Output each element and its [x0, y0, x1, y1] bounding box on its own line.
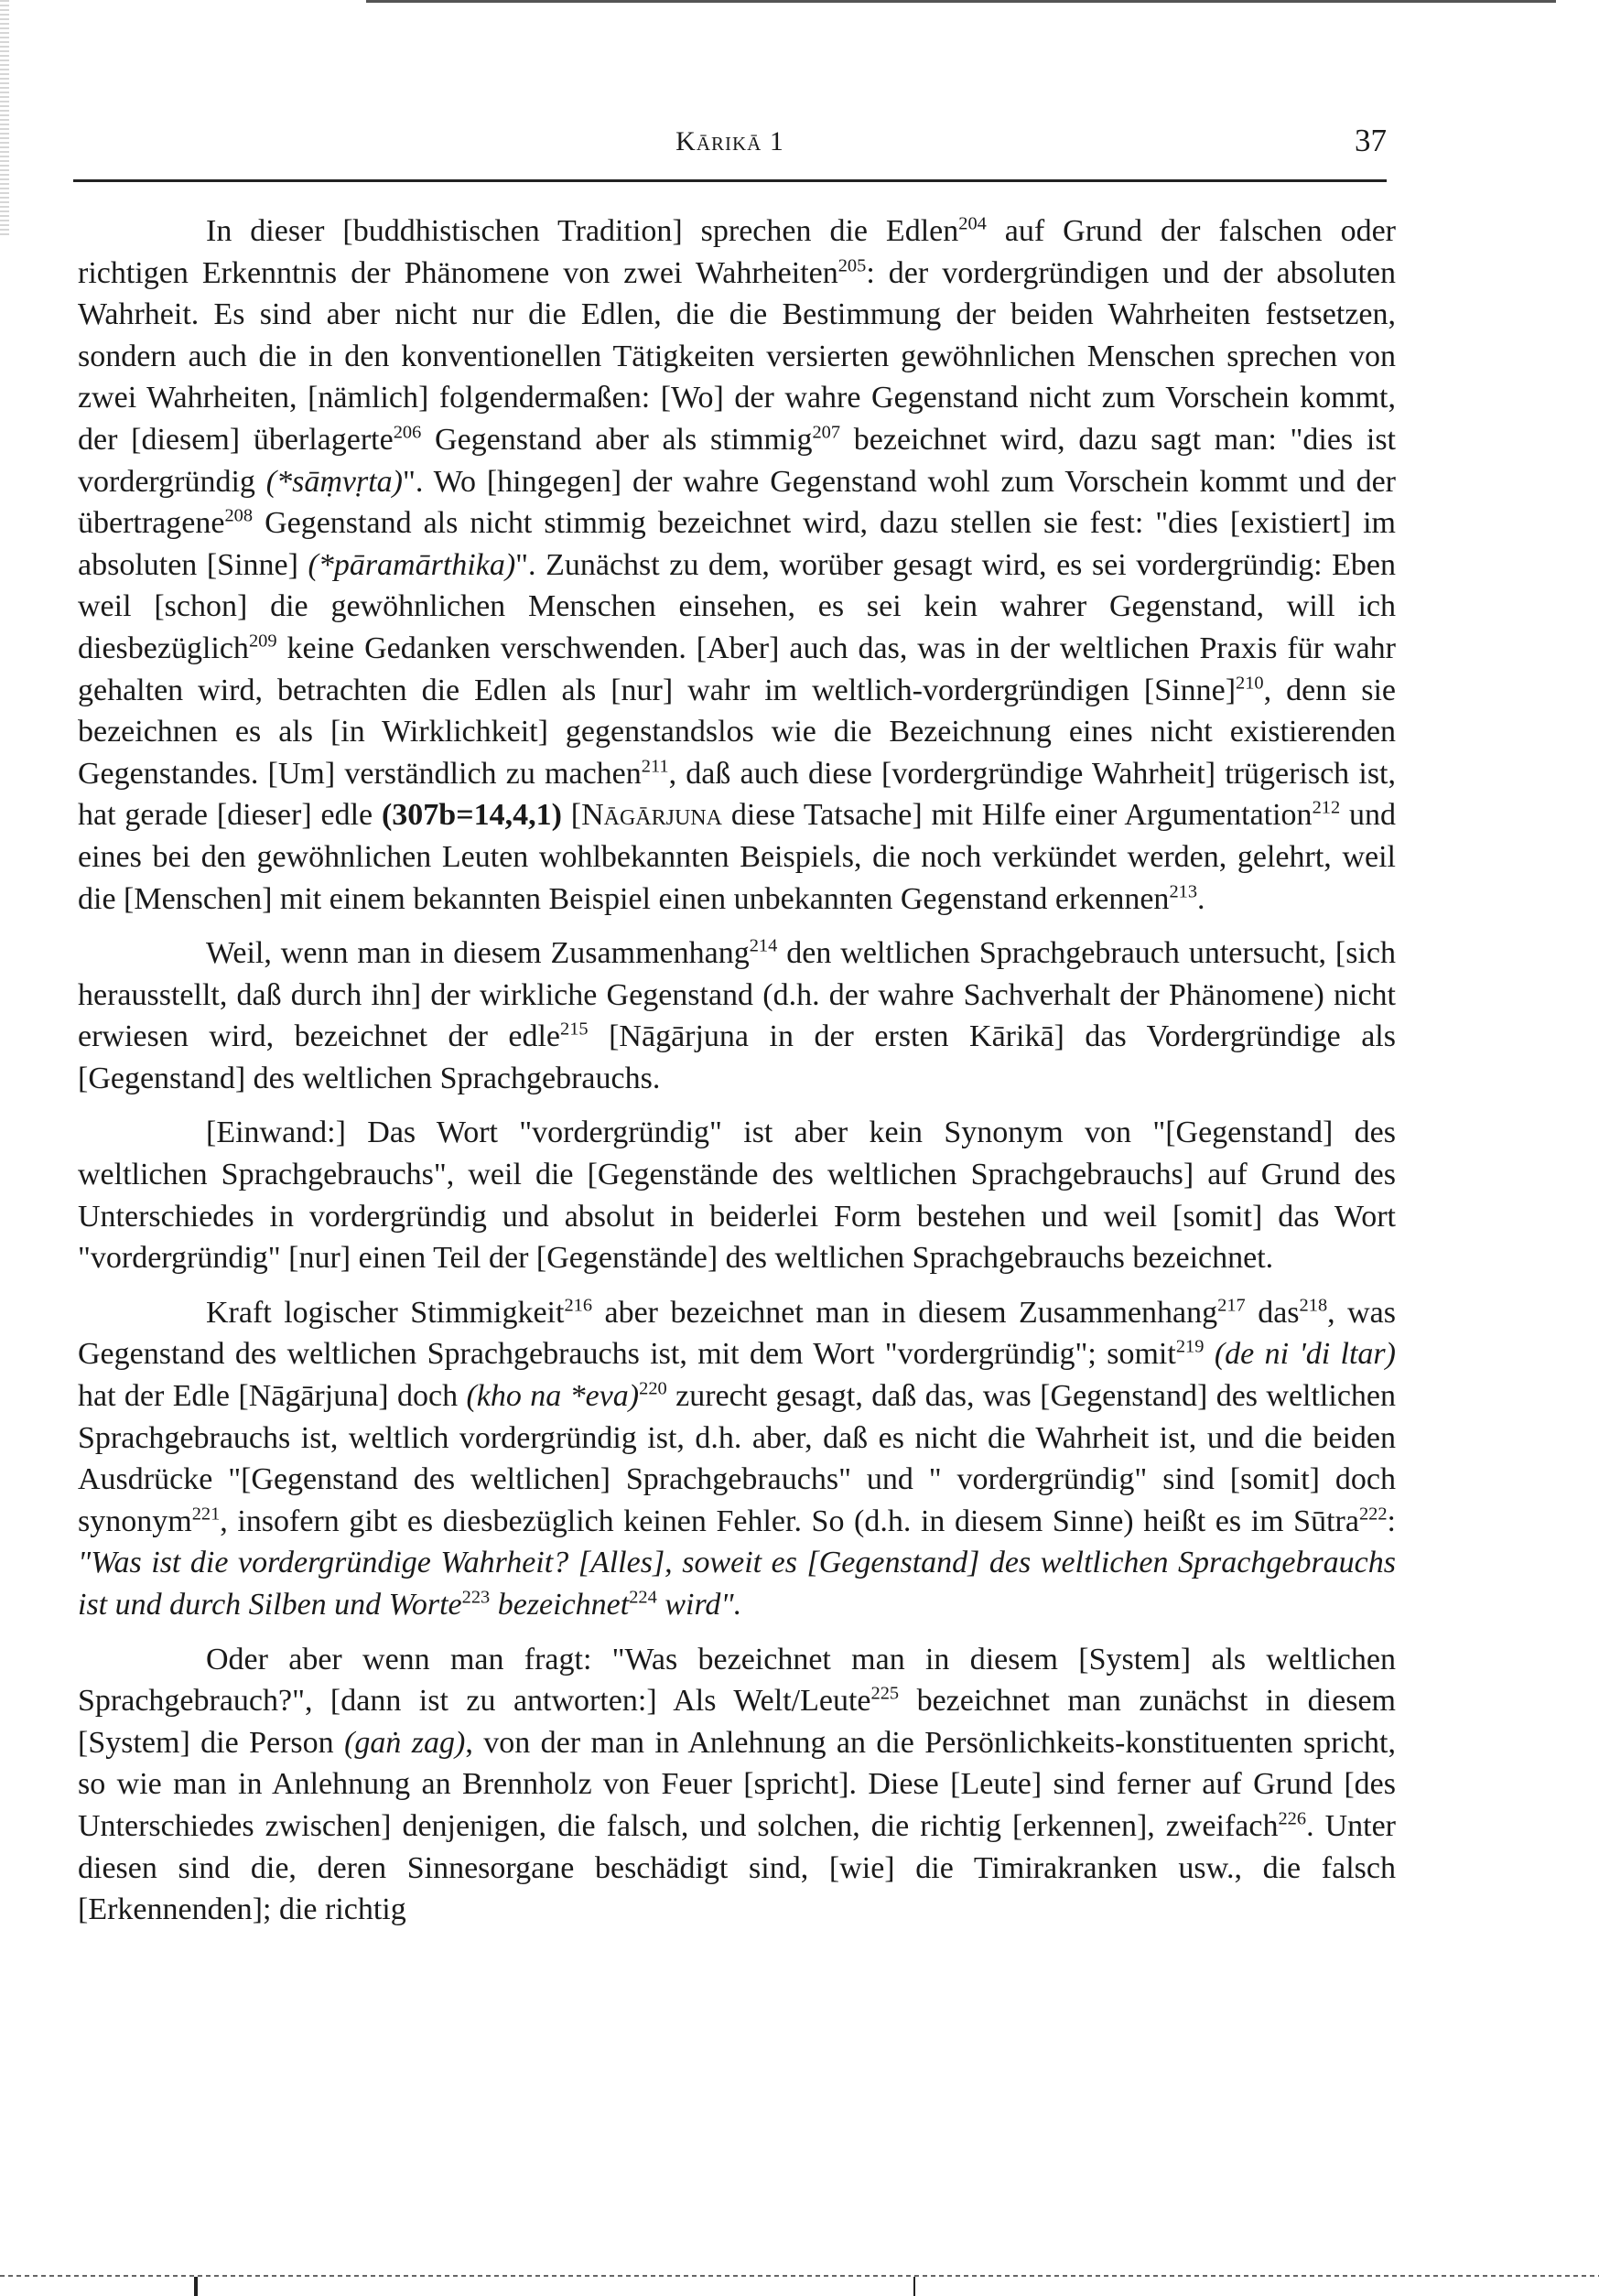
- text-run: auf Grund der falschen oder richtigen Erkenntnis der Phänomene von zwei Wahrheiten: [78, 214, 1397, 290]
- text-run: Gegenstand aber als stimmig: [421, 422, 813, 457]
- text-run: und eines bei den gewöhnlichen Leuten wohlbekannten Beispiels, die noch verkündet werden, gelehrt, weil die [Menschen] mit einem bekannten Beispiel einen unbekannten Gegenstand erkennen: [78, 798, 1396, 916]
- text-run: , was Gegenstand des weltlichen Sprachgebrauchs ist, mit dem Wort "vordergründig"; somit: [78, 1295, 1396, 1372]
- text-run: In dieser [buddhistischen Tradition] sprechen die Edlen: [206, 214, 959, 248]
- footnote-ref: 217: [1217, 1295, 1246, 1316]
- text-run: das: [1245, 1295, 1300, 1330]
- italic-text: (*sāṃvṛta): [265, 464, 403, 499]
- text-run: Oder aber wenn man fragt: "Was bezeichnet man in diesem [System] als weltlichen Sprachgebrauch?", [dann ist zu antworten:] Als Welt/Leute: [78, 1642, 1396, 1719]
- italic-text: (*pāramārthika): [308, 547, 516, 582]
- paragraph-4: [78, 1292, 1396, 1626]
- scan-edge-bottom: [0, 2275, 1599, 2277]
- text-run: .: [1197, 881, 1205, 916]
- text-run: , denn sie bezeichnen es als [in Wirklichkeit] gegenstandslos wie die Bezeichnung eines nicht existierenden Gegenstandes. [Um] verständlich zu machen: [78, 673, 1397, 791]
- body-text: [78, 210, 1396, 1931]
- italic-text: bezeichnet: [490, 1588, 630, 1622]
- text-run: hat der Edle [Nāgārjuna] doch: [78, 1379, 467, 1414]
- footnote-ref: 209: [248, 631, 277, 652]
- text-run: :: [1387, 1504, 1396, 1538]
- footnote-ref: 215: [560, 1019, 589, 1040]
- text-run: bezeichnet man zunächst in diesem [System] die Person: [78, 1684, 1396, 1760]
- footnote-ref: 221: [191, 1504, 221, 1525]
- paragraph-1: [78, 210, 1396, 920]
- small-caps-name: Nāgārjuna: [581, 798, 722, 833]
- italic-text: (kho na *eva): [466, 1379, 640, 1414]
- footnote-ref: 225: [870, 1683, 900, 1704]
- text-run: bezeichnet wird, dazu sagt man: "dies ist vordergründig: [78, 422, 1396, 499]
- footnote-ref: 207: [812, 422, 841, 443]
- scan-edge-left: [0, 0, 9, 238]
- footer-mark: [913, 2277, 915, 2296]
- text-run: [1204, 1337, 1214, 1371]
- scan-edge-top: [366, 0, 1556, 3]
- italic-text: (de ni 'di ltar): [1214, 1337, 1396, 1372]
- footnote-ref: 218: [1299, 1295, 1328, 1316]
- text-run: [Nāgārjuna in der ersten Kārikā] das Vordergründige als [Gegenstand] des weltlichen Sprachgebrauchs.: [78, 1019, 1396, 1095]
- footnote-ref: 216: [564, 1295, 593, 1316]
- footnote-ref: 226: [1278, 1808, 1307, 1829]
- paragraph-3: [78, 1112, 1396, 1278]
- text-run: den weltlichen Sprachgebrauch untersucht, [sich herausstellt, daß durch ihn] der wirkliche Gegenstand (d.h. der wahre Sachverhalt der Phänomene) nicht erwiesen wird, bezeichnet der edle: [78, 936, 1396, 1054]
- footnote-ref: 224: [629, 1587, 657, 1608]
- footnote-ref: 223: [461, 1587, 491, 1608]
- text-run: zurecht gesagt, daß das, was [Gegenstand] des weltlichen Sprachgebrauchs ist, weltlich vordergründig ist, d.h. aber, daß es nicht die Wahrheit ist, und die beiden Ausdrücke "[Gegenstand des weltlichen] Sprachgebrauchs" und " vordergründig" sind [somit] doch synonym: [78, 1379, 1396, 1538]
- footnote-ref: 219: [1175, 1337, 1205, 1358]
- text-run: [Einwand:] Das Wort "vordergründig" ist aber kein Synonym von "[Gegenstand] des weltlichen Sprachgebrauchs", weil die [Gegenstände des weltlichen Sprachgebrauchs] auf Grund des Unterschiedes in vordergründig und absolut in beiderlei Form bestehen und weil [somit] das Wort "vordergründig" [nur] einen Teil der [Gegenstände] des weltlichen Sprachgebrauchs bezeichnet.: [78, 1116, 1396, 1276]
- text-run: ". Wo [hingegen] der wahre Gegenstand wohl zum Vorschein kommt und der übertragene: [78, 464, 1396, 541]
- footnote-ref: 211: [641, 756, 669, 777]
- text-run: aber bezeichnet man in diesem Zusammenhang: [592, 1295, 1218, 1330]
- footnote-ref: 213: [1169, 881, 1198, 902]
- paragraph-2: [78, 932, 1396, 1099]
- text-run: Kraft logischer Stimmigkeit: [206, 1295, 565, 1330]
- text-run: [: [561, 798, 582, 833]
- text-run: , von der man in Anlehnung an die Persönlichkeits-konstituenten spricht, so wie man in Anlehnung an Brennholz von Feuer [spricht]. Diese [Leute] sind ferner auf Grund [des Unterschiedes zwischen] denjenigen, die falsch, und solchen, die richtig [erkennen], zweifach: [78, 1725, 1396, 1843]
- text-run: diese Tatsache] mit Hilfe einer Argumentation: [721, 798, 1313, 833]
- italic-text: (gaṅ zag): [344, 1725, 466, 1760]
- footnote-ref: 214: [749, 935, 778, 956]
- paragraph-5: [78, 1639, 1396, 1931]
- running-title: Kārikā 1: [675, 126, 784, 156]
- text-run: : der vordergründigen und der absoluten Wahrheit. Es sind aber nicht nur die Edlen, die die Bestimmung der beiden Wahrheiten festsetzen, sondern auch die in den konventionellen Tätigkeiten versierten gewöhnlichen Menschen sprechen von zwei Wahrheiten, [nämlich] folgendermaßen: [Wo] der wahre Gegenstand nicht zum Vorschein kommt, der [diesem] überlagerte: [78, 255, 1396, 457]
- text-run: Weil, wenn man in diesem Zusammenhang: [206, 936, 750, 971]
- footnote-ref: 222: [1358, 1504, 1388, 1525]
- footnote-ref: 208: [224, 505, 254, 526]
- header-rule: [73, 179, 1387, 182]
- page-number: 37: [1355, 123, 1387, 158]
- text-run: Gegenstand als nicht stimmig bezeichnet wird, dazu stellen sie fest: "dies [existiert] im absoluten [Sinne]: [78, 506, 1396, 582]
- footnote-ref: 212: [1312, 797, 1341, 818]
- footnote-ref: 205: [837, 255, 867, 276]
- footnote-ref: 206: [393, 422, 422, 443]
- text-run: , insofern gibt es diesbezüglich keinen Fehler. So (d.h. in diesem Sinne) heißt es im Sūtra: [220, 1504, 1359, 1538]
- page-header: [73, 123, 1387, 168]
- italic-text: wird".: [656, 1588, 742, 1622]
- italic-text: "Was ist die vordergründige Wahrheit? [Alles], soweit es [Gegenstand] des weltlichen Sprachgebrauchs ist und durch Silben und Worte: [78, 1546, 1396, 1622]
- footer-mark: [194, 2277, 198, 2296]
- page-reference: (307b=14,4,1): [381, 798, 562, 833]
- footnote-ref: 204: [958, 213, 987, 234]
- text-run: , daß auch diese [vordergründige Wahrheit] trügerisch ist, hat gerade [dieser] edle: [78, 756, 1397, 833]
- text-run: keine Gedanken verschwenden. [Aber] auch das, was in der weltlichen Praxis für wahr gehalten wird, betrachten die Edlen als [nur] wahr im weltlich-vordergründigen [Sinne]: [78, 631, 1396, 707]
- footnote-ref: 210: [1236, 673, 1264, 694]
- footnote-ref: 220: [639, 1378, 667, 1399]
- text-run: . Unter diesen sind die, deren Sinnesorgane beschädigt sind, [wie] die Timirakranken usw., die falsch [Erkennenden]; die richtig: [78, 1808, 1396, 1927]
- text-run: ". Zunächst zu dem, worüber gesagt wird, es sei vordergründig: Eben weil [schon] die gewöhnlichen Menschen einsehen, es sei kein wahrer Gegenstand, will ich diesbezüglich: [78, 547, 1396, 665]
